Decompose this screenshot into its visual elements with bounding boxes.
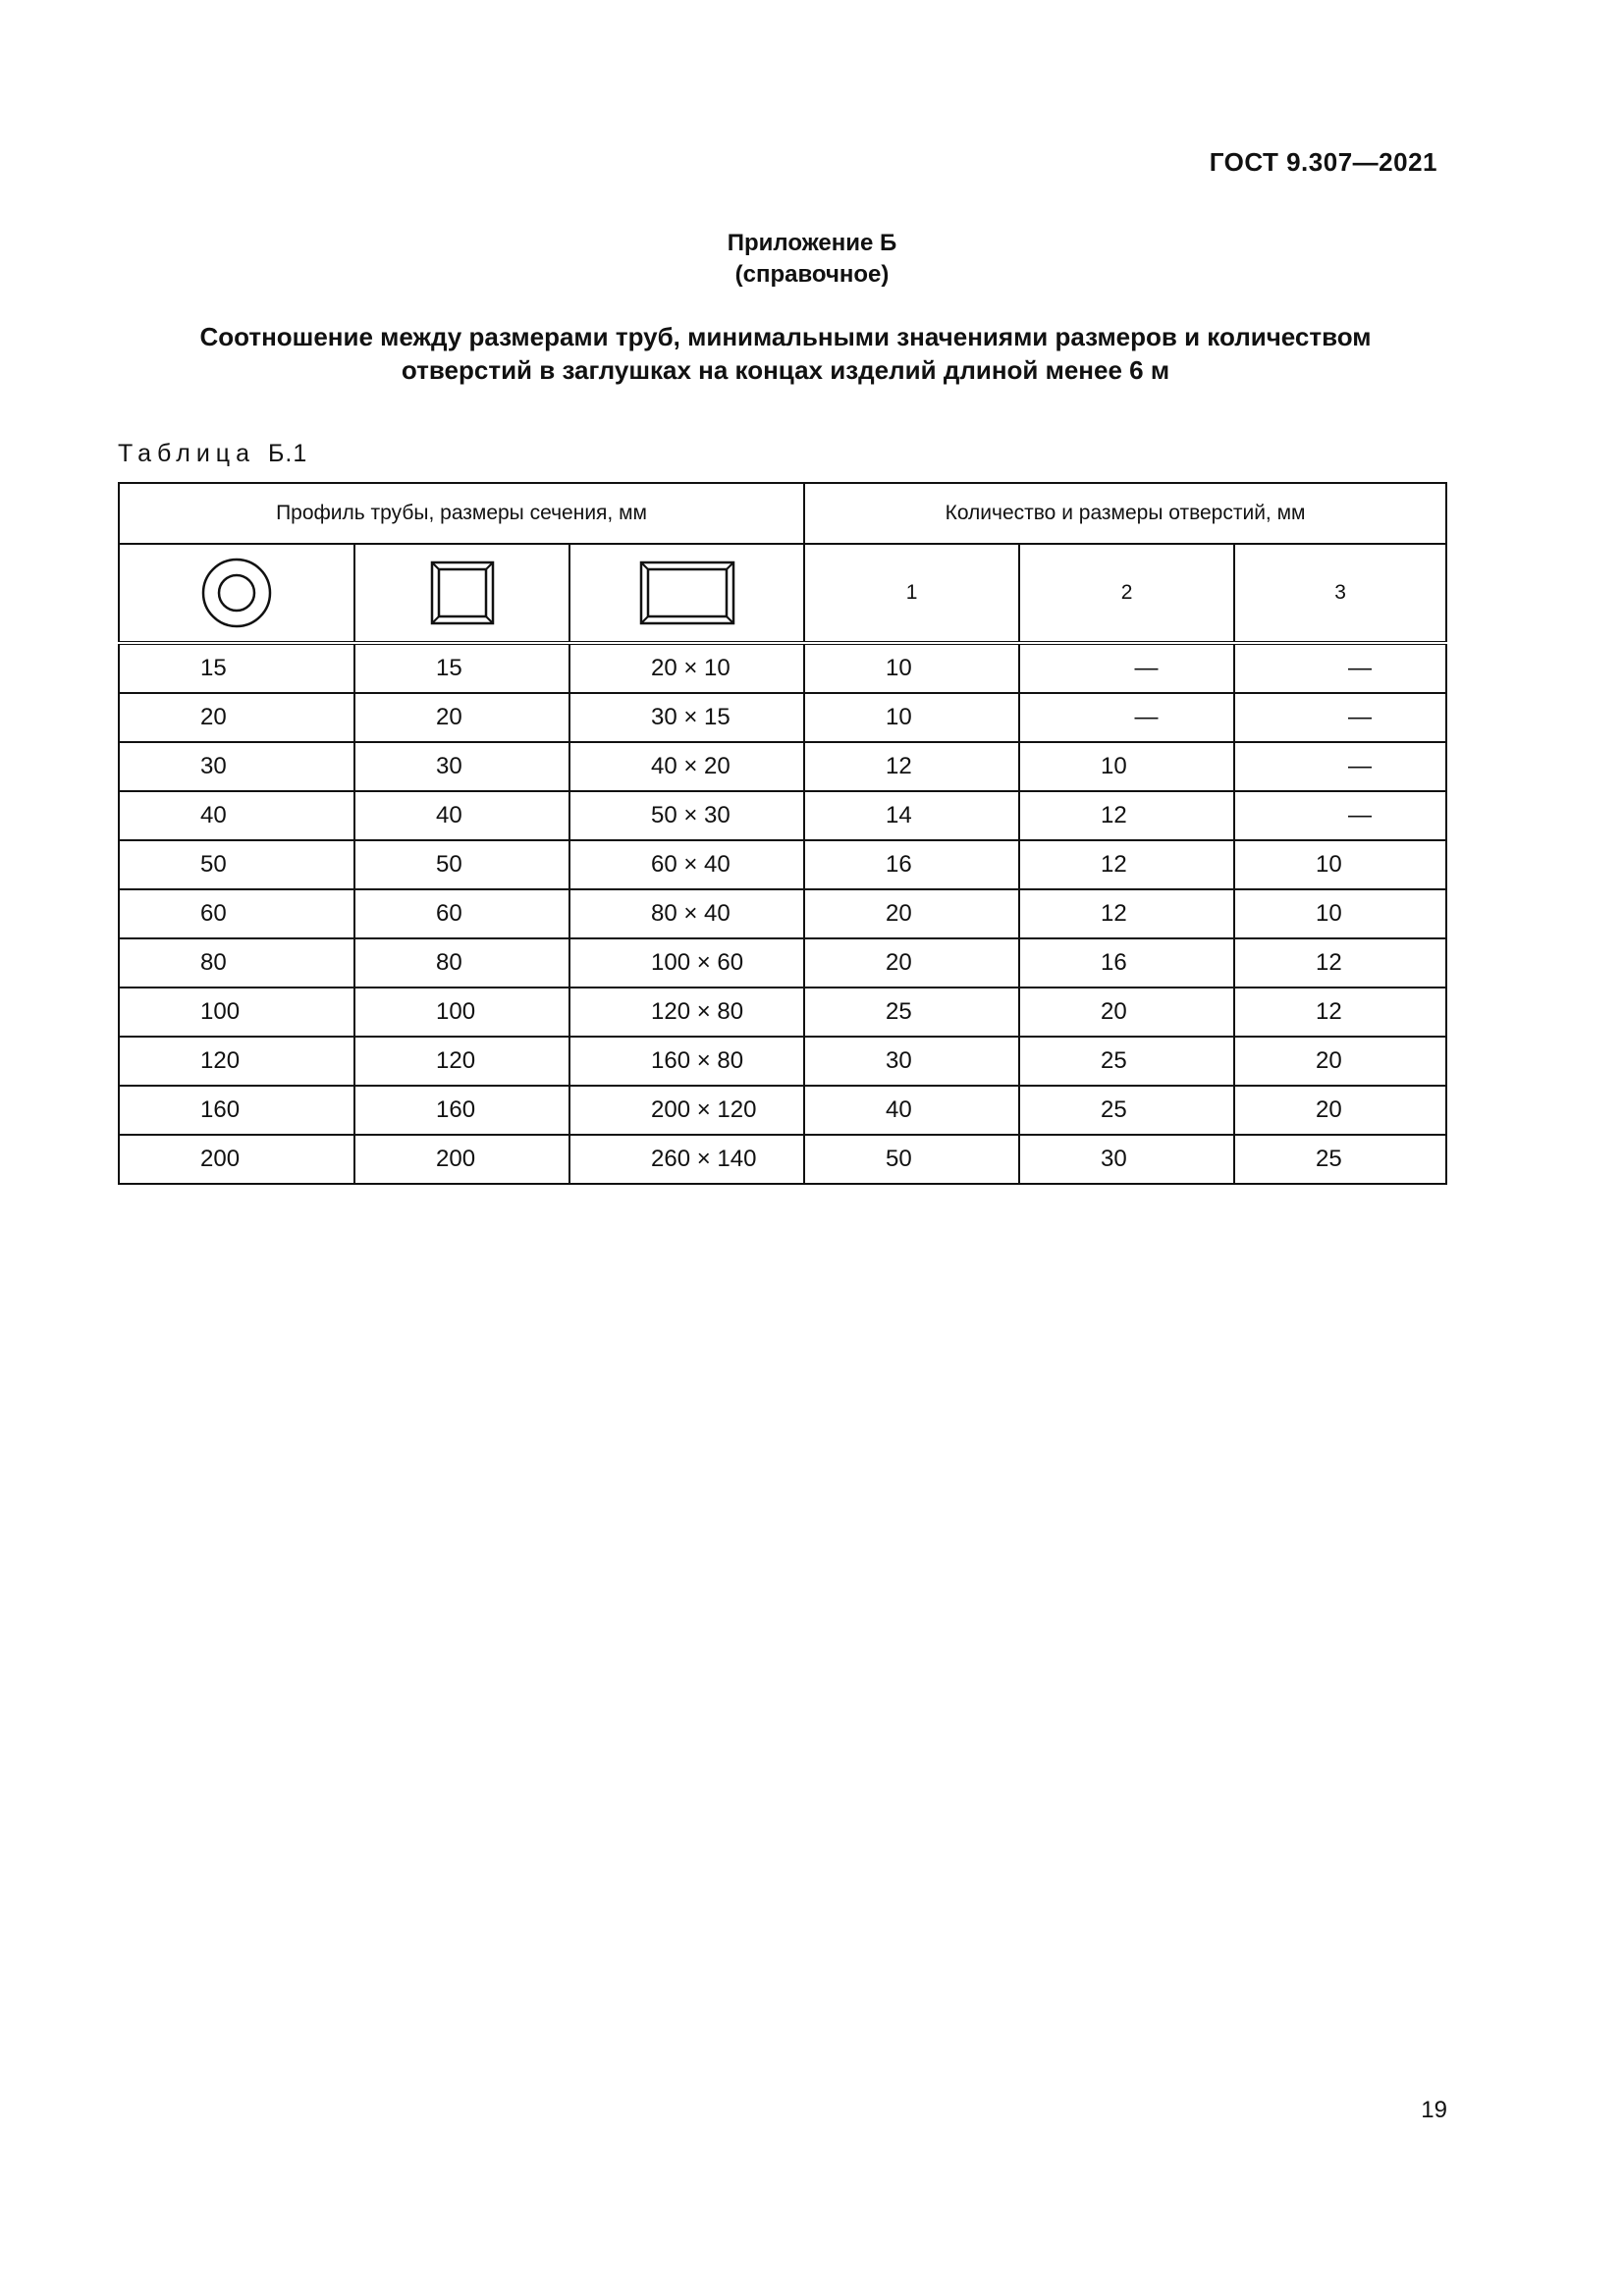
document-code: ГОСТ 9.307—2021 bbox=[1209, 147, 1437, 177]
table-row bbox=[119, 643, 1446, 693]
appendix-title: Приложение Б bbox=[727, 230, 897, 256]
table-cell: 30 bbox=[119, 742, 354, 791]
table-cell: 60 bbox=[119, 889, 354, 938]
table-cell: 100 × 60 bbox=[569, 938, 804, 988]
table-cell: — bbox=[1019, 643, 1234, 693]
table-cell: 40 bbox=[119, 791, 354, 840]
table-row bbox=[119, 840, 1446, 889]
table-cell: 80 bbox=[119, 938, 354, 988]
table-row bbox=[119, 693, 1446, 742]
table-caption bbox=[118, 440, 307, 468]
table-cell: 30 bbox=[804, 1037, 1019, 1086]
section-title bbox=[137, 320, 1434, 387]
table-cell: 25 bbox=[804, 988, 1019, 1037]
table-cell: 60 bbox=[354, 889, 569, 938]
table-cell: 20 bbox=[804, 889, 1019, 938]
table-cell: 10 bbox=[804, 693, 1019, 742]
table-cell: 100 bbox=[354, 988, 569, 1037]
table-row bbox=[119, 1086, 1446, 1135]
hole-column-header: 2 bbox=[1019, 544, 1234, 643]
appendix-heading bbox=[0, 228, 1624, 291]
table-cell: 50 bbox=[804, 1135, 1019, 1184]
table-cell: 12 bbox=[804, 742, 1019, 791]
table-cell: 200 bbox=[119, 1135, 354, 1184]
table-cell: 60 × 40 bbox=[569, 840, 804, 889]
table-cell: 20 bbox=[804, 938, 1019, 988]
hole-column-header: 1 bbox=[804, 544, 1019, 643]
table-cell: — bbox=[1234, 742, 1446, 791]
table-row bbox=[119, 938, 1446, 988]
table-cell: 12 bbox=[1234, 988, 1446, 1037]
table-cell: 10 bbox=[1019, 742, 1234, 791]
appendix-subtitle: (справочное) bbox=[734, 261, 890, 288]
group-header-row bbox=[119, 483, 1446, 544]
table-caption-word: Таблица bbox=[118, 440, 256, 467]
table-cell: 260 × 140 bbox=[569, 1135, 804, 1184]
table-cell: 12 bbox=[1019, 889, 1234, 938]
table-row bbox=[119, 1135, 1446, 1184]
table-cell: 120 bbox=[354, 1037, 569, 1086]
table-cell: 200 bbox=[354, 1135, 569, 1184]
table-cell: 40 bbox=[804, 1086, 1019, 1135]
table-cell: 16 bbox=[804, 840, 1019, 889]
table-caption-number: Б.1 bbox=[267, 440, 308, 467]
rectangular-profile-header bbox=[569, 544, 804, 643]
round-pipe-icon bbox=[199, 556, 274, 630]
table-cell: 12 bbox=[1019, 840, 1234, 889]
table-row bbox=[119, 742, 1446, 791]
profile-group-header: Профиль трубы, размеры сечения, мм bbox=[119, 483, 804, 544]
table-cell: 160 bbox=[354, 1086, 569, 1135]
table-cell: 16 bbox=[1019, 938, 1234, 988]
table-cell: 25 bbox=[1234, 1135, 1446, 1184]
table-cell: 20 bbox=[354, 693, 569, 742]
table-cell: 40 bbox=[354, 791, 569, 840]
table-cell: 30 bbox=[1019, 1135, 1234, 1184]
table-cell: 10 bbox=[1234, 889, 1446, 938]
table-cell: 120 × 80 bbox=[569, 988, 804, 1037]
rectangular-pipe-icon bbox=[639, 561, 735, 625]
table-cell: 160 bbox=[119, 1086, 354, 1135]
table-cell: 20 × 10 bbox=[569, 643, 804, 693]
table-cell: 40 × 20 bbox=[569, 742, 804, 791]
table-cell: 160 × 80 bbox=[569, 1037, 804, 1086]
table-cell: 80 bbox=[354, 938, 569, 988]
table-cell: 20 bbox=[119, 693, 354, 742]
table-cell: 25 bbox=[1019, 1086, 1234, 1135]
table-cell: 30 bbox=[354, 742, 569, 791]
table-cell: 10 bbox=[804, 643, 1019, 693]
table-cell: 100 bbox=[119, 988, 354, 1037]
round-profile-header bbox=[119, 544, 354, 643]
table-cell: — bbox=[1019, 693, 1234, 742]
section-title-line-1: Соотношение между размерами труб, минимальными значениями размеров и количеством bbox=[199, 322, 1372, 351]
table-cell: — bbox=[1234, 643, 1446, 693]
table-row bbox=[119, 889, 1446, 938]
table-cell: 25 bbox=[1019, 1037, 1234, 1086]
table-cell: — bbox=[1234, 693, 1446, 742]
square-profile-header bbox=[354, 544, 569, 643]
pipe-holes-table bbox=[118, 482, 1447, 1185]
square-pipe-icon bbox=[430, 561, 495, 625]
hole-column-header: 3 bbox=[1234, 544, 1446, 643]
table-cell: 50 × 30 bbox=[569, 791, 804, 840]
table-cell: — bbox=[1234, 791, 1446, 840]
page-number: 19 bbox=[1421, 2097, 1447, 2123]
table-cell: 20 bbox=[1234, 1037, 1446, 1086]
table-cell: 15 bbox=[354, 643, 569, 693]
table-cell: 20 bbox=[1234, 1086, 1446, 1135]
table-cell: 10 bbox=[1234, 840, 1446, 889]
table-cell: 30 × 15 bbox=[569, 693, 804, 742]
table-row bbox=[119, 1037, 1446, 1086]
section-title-line-2: отверстий в заглушках на концах изделий длиной менее 6 м bbox=[401, 355, 1170, 385]
table-cell: 12 bbox=[1234, 938, 1446, 988]
column-header-row bbox=[119, 544, 1446, 643]
table-cell: 12 bbox=[1019, 791, 1234, 840]
table-row bbox=[119, 988, 1446, 1037]
table-row bbox=[119, 791, 1446, 840]
holes-group-header: Количество и размеры отверстий, мм bbox=[804, 483, 1446, 544]
table-cell: 14 bbox=[804, 791, 1019, 840]
table-cell: 50 bbox=[119, 840, 354, 889]
table-cell: 15 bbox=[119, 643, 354, 693]
table-cell: 50 bbox=[354, 840, 569, 889]
table-cell: 200 × 120 bbox=[569, 1086, 804, 1135]
table-cell: 80 × 40 bbox=[569, 889, 804, 938]
table-cell: 20 bbox=[1019, 988, 1234, 1037]
table-cell: 120 bbox=[119, 1037, 354, 1086]
